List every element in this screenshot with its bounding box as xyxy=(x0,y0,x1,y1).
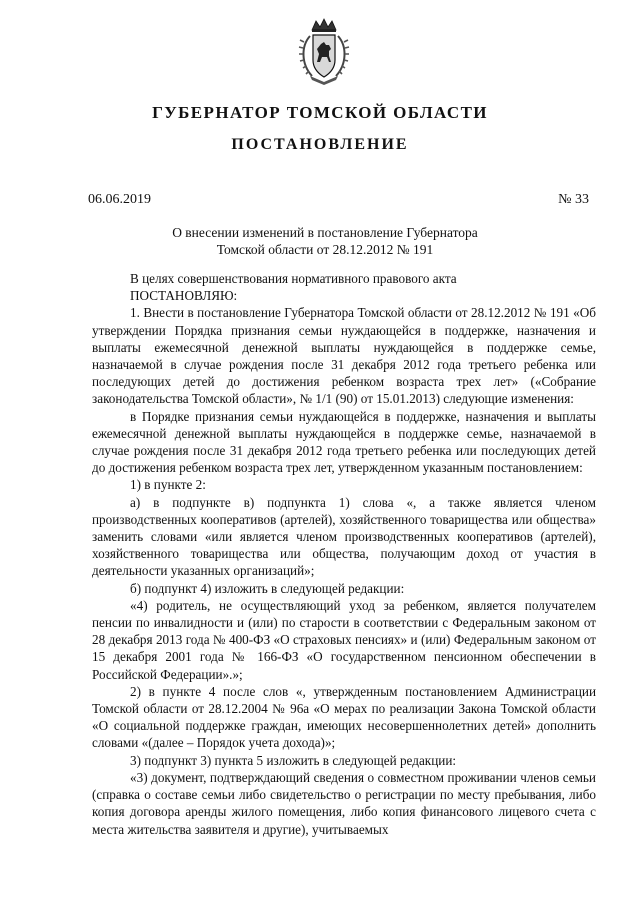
paragraph: б) подпункт 4) изложить в следующей редакции: xyxy=(130,580,405,596)
paragraph: а) в подпункте в) подпункта 1) слова «, а также является членом производственных кооперативов (артелей), хозяйственного товарищества или общества» заменить словами «или является членом производственных кооперативов (артелей), хозяйственного товарищества или общества, получающим доход от участия в деятельности указанных организаций»; xyxy=(92,494,596,579)
paragraph: 3) подпункт 3) пункта 5 изложить в следующей редакции: xyxy=(130,752,457,768)
document-number: № 33 xyxy=(558,192,589,207)
document-subject xyxy=(150,224,500,258)
document-type: ПОСТАНОВЛЕНИЕ xyxy=(231,136,409,153)
document-date: 06.06.2019 xyxy=(88,192,151,207)
paragraph: в Порядке признания семьи нуждающейся в поддержке, назначения и выплаты ежемесячной денежной выплаты нуждающейся в поддержке семье, назначаемой в случае рождения после 31 декабря 2012 года третьего ребенка или последующих детей до достижения ребенком возраста трех лет, утвержденном указанным постановлением: xyxy=(92,408,596,476)
resolve-word: ПОСТАНОВЛЯЮ: xyxy=(130,288,238,304)
preamble: В целях совершенствования нормативного правового акта xyxy=(130,271,457,286)
paragraph: 1) в пункте 2: xyxy=(130,477,206,493)
subject-line-1: О внесении изменений в постановление Губернатора xyxy=(172,225,478,240)
paragraph: «4) родитель, не осуществляющий уход за ребенком, является получателем пенсии по инвалидности и (или) по старости в соответствии с Федеральным законом от 28 декабря 2013 года № 400-ФЗ «О страховых пенсиях» и (или) Федеральным законом от 15 декабря 2001 года № 166-ФЗ «О государственном пенсионном обеспечении в Российской Федерации».»; xyxy=(92,597,596,682)
coat-of-arms-icon xyxy=(298,16,350,86)
paragraph: 2) в пункте 4 после слов «, утвержденным постановлением Администрации Томской области от 28.12.2004 № 96а «О мерах по реализации Закона Томской области «О социальной поддержке граждан, имеющих несовершеннолетних детей» дополнить словами «(далее – Порядок учета дохода)»; xyxy=(92,683,596,751)
paragraph: 1. Внести в постановление Губернатора Томской области от 28.12.2012 № 191 «Об утверждении Порядка признания семьи нуждающейся в поддержке, назначения и выплаты ежемесячной денежной выплаты нуждающейся в поддержке семье, назначаемой в случае рождения после 31 декабря 2012 года третьего ребенка или последующих детей до достижения ребенком возраста трех лет» («Собрание законодательства Томской области», № 1/1 (90) от 15.01.2013) следующие изменения: xyxy=(92,305,596,407)
paragraph: «3) документ, подтверждающий сведения о совместном проживании членов семьи (справка о составе семьи либо свидетельство о регистрации по месту пребывания, либо копия договора аренды жилого помещения, либо копия финансового лицевого счета с места жительства заявителя и другие), учитываемых xyxy=(92,769,596,837)
subject-line-2: Томской области от 28.12.2012 № 191 xyxy=(216,242,434,257)
document-body xyxy=(92,270,596,838)
issuer-title: ГУБЕРНАТОР ТОМСКОЙ ОБЛАСТИ xyxy=(152,103,488,122)
